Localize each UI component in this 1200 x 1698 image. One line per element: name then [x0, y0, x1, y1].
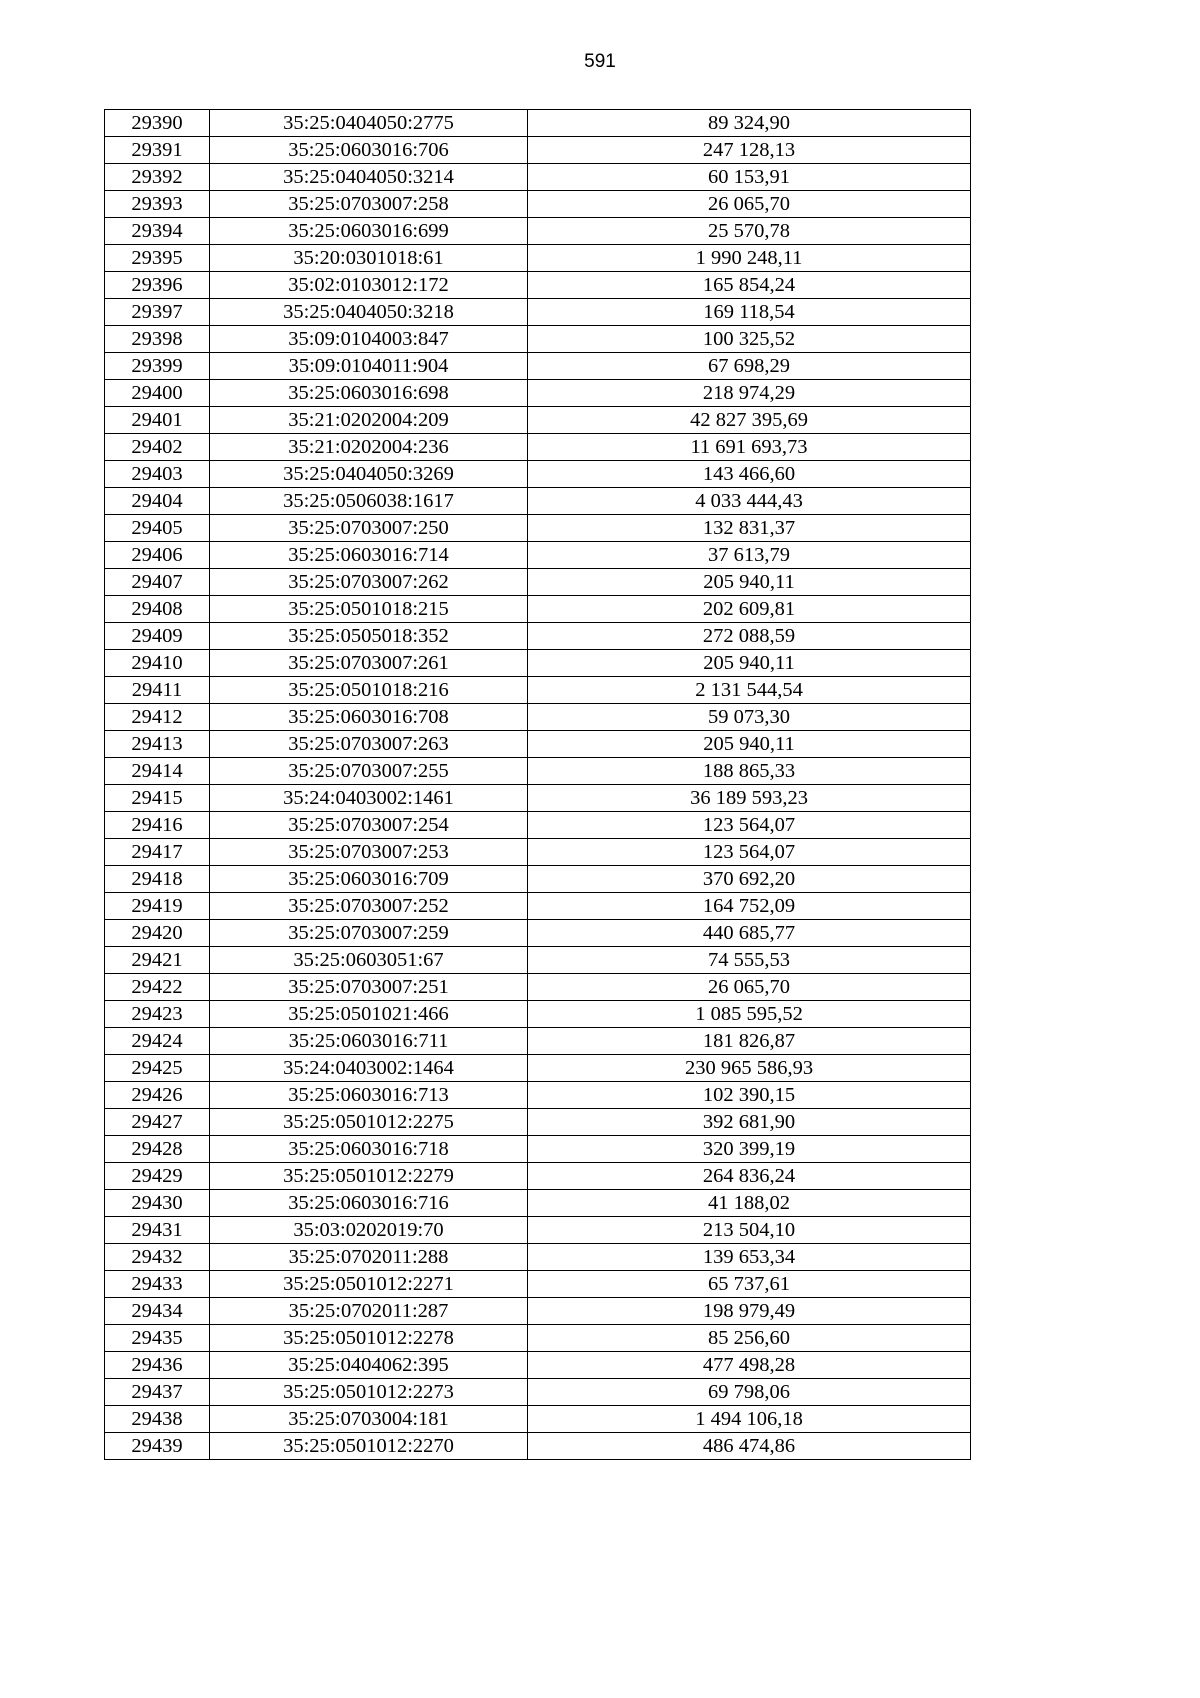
cadastral-number-cell: 35:03:0202019:70: [210, 1217, 528, 1244]
cadastral-value-cell: 264 836,24: [528, 1163, 971, 1190]
cadastral-number-cell: 35:24:0403002:1461: [210, 785, 528, 812]
table-row: [105, 461, 971, 488]
table-row: [105, 1406, 971, 1433]
row-number-cell: 29412: [105, 704, 210, 731]
cadastral-number-cell: 35:25:0703007:251: [210, 974, 528, 1001]
cadastral-number-cell: 35:21:0202004:236: [210, 434, 528, 461]
table-body: [105, 110, 971, 1460]
cadastral-number-cell: 35:25:0703007:255: [210, 758, 528, 785]
cadastral-number-cell: 35:25:0404050:3269: [210, 461, 528, 488]
cadastral-number-cell: 35:25:0501012:2278: [210, 1325, 528, 1352]
row-number-cell: 29427: [105, 1109, 210, 1136]
row-number-cell: 29439: [105, 1433, 210, 1460]
cadastral-value-cell: 205 940,11: [528, 731, 971, 758]
cadastral-value-cell: 218 974,29: [528, 380, 971, 407]
cadastral-value-cell: 320 399,19: [528, 1136, 971, 1163]
row-number-cell: 29398: [105, 326, 210, 353]
table-row: [105, 407, 971, 434]
cadastral-number-cell: 35:25:0501018:216: [210, 677, 528, 704]
table-row: [105, 434, 971, 461]
cadastral-value-cell: 85 256,60: [528, 1325, 971, 1352]
row-number-cell: 29409: [105, 623, 210, 650]
cadastral-value-cell: 11 691 693,73: [528, 434, 971, 461]
table-row: [105, 137, 971, 164]
cadastral-value-cell: 139 653,34: [528, 1244, 971, 1271]
cadastral-value-cell: 25 570,78: [528, 218, 971, 245]
table-row: [105, 1082, 971, 1109]
table-row: [105, 974, 971, 1001]
cadastral-value-cell: 164 752,09: [528, 893, 971, 920]
cadastral-value-cell: 123 564,07: [528, 812, 971, 839]
cadastral-number-cell: 35:25:0603051:67: [210, 947, 528, 974]
cadastral-value-cell: 370 692,20: [528, 866, 971, 893]
cadastral-number-cell: 35:25:0603016:711: [210, 1028, 528, 1055]
row-number-cell: 29400: [105, 380, 210, 407]
row-number-cell: 29433: [105, 1271, 210, 1298]
table-row: [105, 245, 971, 272]
table-row: [105, 164, 971, 191]
row-number-cell: 29416: [105, 812, 210, 839]
table-row: [105, 839, 971, 866]
cadastral-value-cell: 2 131 544,54: [528, 677, 971, 704]
row-number-cell: 29393: [105, 191, 210, 218]
cadastral-number-cell: 35:25:0501012:2273: [210, 1379, 528, 1406]
row-number-cell: 29414: [105, 758, 210, 785]
cadastral-value-cell: 165 854,24: [528, 272, 971, 299]
cadastral-number-cell: 35:25:0703007:250: [210, 515, 528, 542]
cadastral-value-cell: 100 325,52: [528, 326, 971, 353]
cadastral-value-cell: 41 188,02: [528, 1190, 971, 1217]
row-number-cell: 29403: [105, 461, 210, 488]
cadastral-number-cell: 35:25:0603016:706: [210, 137, 528, 164]
row-number-cell: 29417: [105, 839, 210, 866]
cadastral-number-cell: 35:25:0703007:261: [210, 650, 528, 677]
cadastral-value-cell: 1 990 248,11: [528, 245, 971, 272]
row-number-cell: 29431: [105, 1217, 210, 1244]
table-row: [105, 623, 971, 650]
cadastral-number-cell: 35:21:0202004:209: [210, 407, 528, 434]
cadastral-value-table: [104, 109, 971, 1460]
table-row: [105, 110, 971, 137]
cadastral-value-cell: 230 965 586,93: [528, 1055, 971, 1082]
table-row: [105, 1136, 971, 1163]
row-number-cell: 29408: [105, 596, 210, 623]
row-number-cell: 29390: [105, 110, 210, 137]
cadastral-number-cell: 35:09:0104003:847: [210, 326, 528, 353]
row-number-cell: 29402: [105, 434, 210, 461]
table-row: [105, 542, 971, 569]
cadastral-number-cell: 35:25:0603016:716: [210, 1190, 528, 1217]
cadastral-value-cell: 42 827 395,69: [528, 407, 971, 434]
row-number-cell: 29407: [105, 569, 210, 596]
cadastral-value-cell: 477 498,28: [528, 1352, 971, 1379]
cadastral-number-cell: 35:25:0703007:254: [210, 812, 528, 839]
cadastral-number-cell: 35:25:0703007:258: [210, 191, 528, 218]
row-number-cell: 29413: [105, 731, 210, 758]
table-row: [105, 1217, 971, 1244]
cadastral-number-cell: 35:25:0703007:252: [210, 893, 528, 920]
page-number: 591: [584, 51, 616, 72]
cadastral-value-cell: 59 073,30: [528, 704, 971, 731]
cadastral-value-cell: 272 088,59: [528, 623, 971, 650]
row-number-cell: 29415: [105, 785, 210, 812]
table-row: [105, 812, 971, 839]
cadastral-value-cell: 213 504,10: [528, 1217, 971, 1244]
row-number-cell: 29419: [105, 893, 210, 920]
row-number-cell: 29410: [105, 650, 210, 677]
row-number-cell: 29425: [105, 1055, 210, 1082]
row-number-cell: 29436: [105, 1352, 210, 1379]
cadastral-number-cell: 35:25:0603016:713: [210, 1082, 528, 1109]
table-row: [105, 785, 971, 812]
cadastral-number-cell: 35:25:0703007:253: [210, 839, 528, 866]
cadastral-value-cell: 1 085 595,52: [528, 1001, 971, 1028]
cadastral-value-cell: 1 494 106,18: [528, 1406, 971, 1433]
table-row: [105, 704, 971, 731]
cadastral-value-cell: 69 798,06: [528, 1379, 971, 1406]
row-number-cell: 29392: [105, 164, 210, 191]
table-row: [105, 731, 971, 758]
cadastral-value-cell: 4 033 444,43: [528, 488, 971, 515]
table-row: [105, 650, 971, 677]
table-row: [105, 1271, 971, 1298]
cadastral-number-cell: 35:25:0603016:709: [210, 866, 528, 893]
row-number-cell: 29437: [105, 1379, 210, 1406]
table-row: [105, 1163, 971, 1190]
cadastral-value-cell: 198 979,49: [528, 1298, 971, 1325]
cadastral-number-cell: 35:20:0301018:61: [210, 245, 528, 272]
table-row: [105, 218, 971, 245]
cadastral-value-cell: 60 153,91: [528, 164, 971, 191]
table-row: [105, 1109, 971, 1136]
row-number-cell: 29394: [105, 218, 210, 245]
table-row: [105, 1244, 971, 1271]
cadastral-number-cell: 35:25:0603016:698: [210, 380, 528, 407]
cadastral-number-cell: 35:25:0501018:215: [210, 596, 528, 623]
row-number-cell: 29428: [105, 1136, 210, 1163]
cadastral-value-cell: 67 698,29: [528, 353, 971, 380]
table-row: [105, 1298, 971, 1325]
cadastral-number-cell: 35:25:0505018:352: [210, 623, 528, 650]
cadastral-value-cell: 188 865,33: [528, 758, 971, 785]
cadastral-number-cell: 35:25:0703007:263: [210, 731, 528, 758]
table-row: [105, 1190, 971, 1217]
table-row: [105, 758, 971, 785]
row-number-cell: 29397: [105, 299, 210, 326]
cadastral-number-cell: 35:25:0501012:2279: [210, 1163, 528, 1190]
cadastral-value-cell: 440 685,77: [528, 920, 971, 947]
row-number-cell: 29418: [105, 866, 210, 893]
cadastral-number-cell: 35:25:0702011:287: [210, 1298, 528, 1325]
table-row: [105, 191, 971, 218]
cadastral-value-cell: 37 613,79: [528, 542, 971, 569]
cadastral-value-cell: 123 564,07: [528, 839, 971, 866]
table-row: [105, 1433, 971, 1460]
row-number-cell: 29421: [105, 947, 210, 974]
cadastral-value-cell: 202 609,81: [528, 596, 971, 623]
row-number-cell: 29404: [105, 488, 210, 515]
cadastral-number-cell: 35:25:0501012:2275: [210, 1109, 528, 1136]
cadastral-value-cell: 74 555,53: [528, 947, 971, 974]
cadastral-value-cell: 36 189 593,23: [528, 785, 971, 812]
row-number-cell: 29411: [105, 677, 210, 704]
table-row: [105, 488, 971, 515]
row-number-cell: 29395: [105, 245, 210, 272]
row-number-cell: 29405: [105, 515, 210, 542]
row-number-cell: 29424: [105, 1028, 210, 1055]
row-number-cell: 29420: [105, 920, 210, 947]
table-row: [105, 1001, 971, 1028]
cadastral-number-cell: 35:25:0603016:718: [210, 1136, 528, 1163]
cadastral-number-cell: 35:25:0603016:714: [210, 542, 528, 569]
cadastral-number-cell: 35:25:0506038:1617: [210, 488, 528, 515]
row-number-cell: 29429: [105, 1163, 210, 1190]
row-number-cell: 29432: [105, 1244, 210, 1271]
cadastral-number-cell: 35:25:0501012:2270: [210, 1433, 528, 1460]
row-number-cell: 29401: [105, 407, 210, 434]
row-number-cell: 29434: [105, 1298, 210, 1325]
cadastral-value-cell: 89 324,90: [528, 110, 971, 137]
cadastral-number-cell: 35:25:0703007:262: [210, 569, 528, 596]
cadastral-number-cell: 35:09:0104011:904: [210, 353, 528, 380]
row-number-cell: 29438: [105, 1406, 210, 1433]
cadastral-number-cell: 35:25:0703007:259: [210, 920, 528, 947]
row-number-cell: 29423: [105, 1001, 210, 1028]
cadastral-number-cell: 35:25:0404062:395: [210, 1352, 528, 1379]
row-number-cell: 29422: [105, 974, 210, 1001]
table-row: [105, 596, 971, 623]
table-row: [105, 893, 971, 920]
cadastral-value-cell: 26 065,70: [528, 974, 971, 1001]
table-row: [105, 515, 971, 542]
row-number-cell: 29399: [105, 353, 210, 380]
table-row: [105, 380, 971, 407]
table-row: [105, 677, 971, 704]
cadastral-value-cell: 132 831,37: [528, 515, 971, 542]
row-number-cell: 29430: [105, 1190, 210, 1217]
table-row: [105, 1325, 971, 1352]
table-row: [105, 1055, 971, 1082]
row-number-cell: 29406: [105, 542, 210, 569]
cadastral-number-cell: 35:25:0603016:699: [210, 218, 528, 245]
cadastral-number-cell: 35:25:0501012:2271: [210, 1271, 528, 1298]
cadastral-value-cell: 205 940,11: [528, 569, 971, 596]
table-row: [105, 353, 971, 380]
cadastral-value-cell: 143 466,60: [528, 461, 971, 488]
cadastral-value-cell: 181 826,87: [528, 1028, 971, 1055]
cadastral-value-cell: 486 474,86: [528, 1433, 971, 1460]
cadastral-number-cell: 35:25:0702011:288: [210, 1244, 528, 1271]
cadastral-number-cell: 35:02:0103012:172: [210, 272, 528, 299]
cadastral-value-cell: 169 118,54: [528, 299, 971, 326]
cadastral-value-cell: 205 940,11: [528, 650, 971, 677]
table-row: [105, 272, 971, 299]
table-row: [105, 569, 971, 596]
table-row: [105, 1028, 971, 1055]
table-row: [105, 947, 971, 974]
cadastral-number-cell: 35:25:0603016:708: [210, 704, 528, 731]
table-row: [105, 866, 971, 893]
row-number-cell: 29426: [105, 1082, 210, 1109]
cadastral-value-cell: 26 065,70: [528, 191, 971, 218]
cadastral-value-cell: 102 390,15: [528, 1082, 971, 1109]
cadastral-number-cell: 35:25:0703004:181: [210, 1406, 528, 1433]
row-number-cell: 29391: [105, 137, 210, 164]
row-number-cell: 29435: [105, 1325, 210, 1352]
cadastral-number-cell: 35:25:0404050:3214: [210, 164, 528, 191]
table-row: [105, 299, 971, 326]
cadastral-number-cell: 35:24:0403002:1464: [210, 1055, 528, 1082]
cadastral-value-cell: 65 737,61: [528, 1271, 971, 1298]
row-number-cell: 29396: [105, 272, 210, 299]
table-row: [105, 920, 971, 947]
cadastral-value-cell: 247 128,13: [528, 137, 971, 164]
cadastral-number-cell: 35:25:0501021:466: [210, 1001, 528, 1028]
table-row: [105, 1379, 971, 1406]
cadastral-number-cell: 35:25:0404050:2775: [210, 110, 528, 137]
cadastral-number-cell: 35:25:0404050:3218: [210, 299, 528, 326]
cadastral-value-cell: 392 681,90: [528, 1109, 971, 1136]
table-row: [105, 1352, 971, 1379]
table-row: [105, 326, 971, 353]
